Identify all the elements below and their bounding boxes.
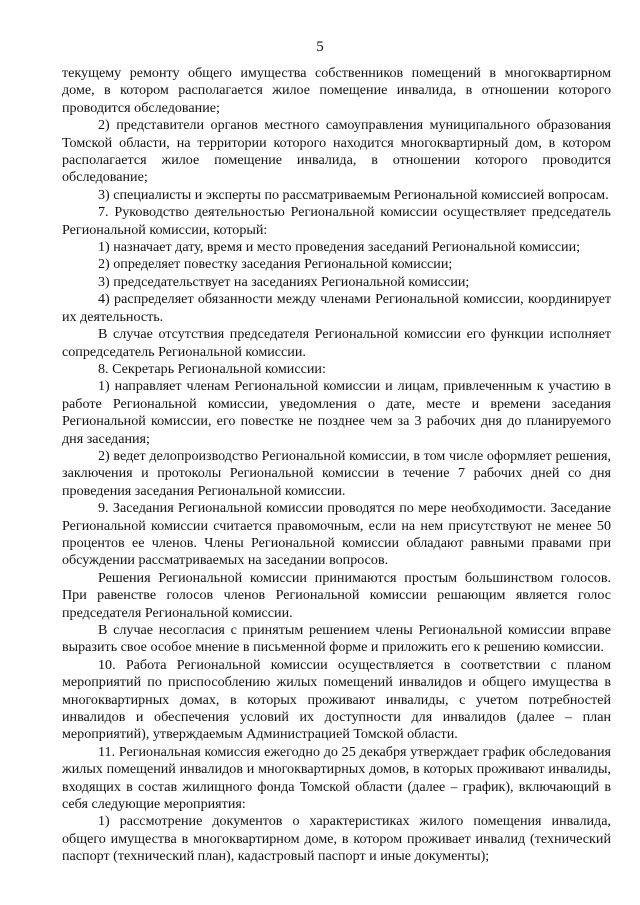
paragraph-item-3-specialists: 3) специалисты и эксперты по рассматриваемым Региональной комиссией вопросам. — [98, 186, 609, 203]
paragraph-section-11-schedule: 11. Региональная комиссия ежегодно до 25 декабря утверждает график обследования жилых помещений инвалидов и многоквартирных домов, в которых проживают инвалиды, входящих в состав жилищного фонда Томской области (далее – график), включающий в себя следующие мероприятия: — [62, 743, 611, 813]
paragraph-decisions: Решения Региональной комиссии принимаются простым большинством голосов. При равенстве голосов членов Региональной комиссии решающим является голос председателя Региональной комиссии. — [62, 569, 611, 621]
paragraph-item-2-local-authorities: 2) представители органов местного самоуправления муниципального образования Томской области, на территории которого находится многоквартирный дом, в котором располагается жилое помещение инвалида, в отношении которого проводится обследование; — [62, 117, 611, 186]
paragraph-section-10-work-plan: 10. Работа Региональной комиссии осуществляется в соответствии с планом мероприятий по приспособлению жилых помещений инвалидов и общего имущества в многоквартирных домах, в которых проживают инвалиды, с учетом потребностей инвалидов и обеспечения условий их доступности для инвалидов (далее – план мероприятий), утверждаемым Администрацией Томской области. — [62, 656, 611, 743]
paragraph-section-9-meetings: 9. Заседания Региональной комиссии проводятся по мере необходимости. Заседание Региональной комиссии считается правомочным, если на нем присутствуют не менее 50 процентов ее членов. Члены Региональной комиссии обладают равными правами при обсуждении рассматриваемых на заседании вопросов. — [62, 500, 611, 569]
document-body — [62, 65, 611, 866]
paragraph-section-8-secretary: 8. Секретарь Региональной комиссии: — [98, 360, 326, 377]
page-number: 5 — [316, 39, 324, 55]
paragraph-chairman-item-1: 1) назначает дату, время и место проведения заседаний Региональной комиссии; — [98, 239, 581, 256]
paragraph-schedule-item-1: 1) рассмотрение документов о характеристиках жилого помещения инвалида, общего имущества в многоквартирном доме, в котором проживает инвалид (технический паспорт (технический план), кадастровый паспорт и иные документы); — [62, 813, 611, 865]
paragraph-secretary-item-2: 2) ведет делопроизводство Региональной комиссии, в том числе оформляет решения, заключения и протоколы Региональной комиссии в течение 7 рабочих дней со дня проведения заседания Региональной комиссии. — [62, 447, 611, 499]
paragraph-continuation: текущему ремонту общего имущества собственников помещений в многоквартирном доме, в котором располагается жилое помещение инвалида, в отношении которого проводится обследование; — [62, 65, 611, 116]
paragraph-section-7-chairman: 7. Руководство деятельностью Региональной комиссии осуществляет председатель Региональной комиссии, который: — [62, 204, 611, 238]
paragraph-chairman-item-4: 4) распределяет обязанности между членами Региональной комиссии, координирует их деятельность. — [62, 291, 611, 325]
paragraph-secretary-item-1: 1) направляет членам Региональной комиссии и лицам, привлеченным к участию в работе Региональной комиссии, уведомления о дате, месте и времени заседания Региональной комиссии, его повестке не позднее чем за 3 рабочих дня до планируемого дня заседания; — [62, 378, 611, 447]
paragraph-chairman-absence: В случае отсутствия председателя Региональной комиссии его функции исполняет сопредседатель Региональной комиссии. — [62, 326, 611, 360]
paragraph-chairman-item-3: 3) председательствует на заседаниях Региональной комиссии; — [98, 273, 470, 290]
paragraph-dissent: В случае несогласия с принятым решением члены Региональной комиссии вправе выразить свое особое мнение в письменной форме и приложить его к решению комиссии. — [62, 622, 611, 656]
paragraph-chairman-item-2: 2) определяет повестку заседания Региональной комиссии; — [98, 256, 453, 273]
